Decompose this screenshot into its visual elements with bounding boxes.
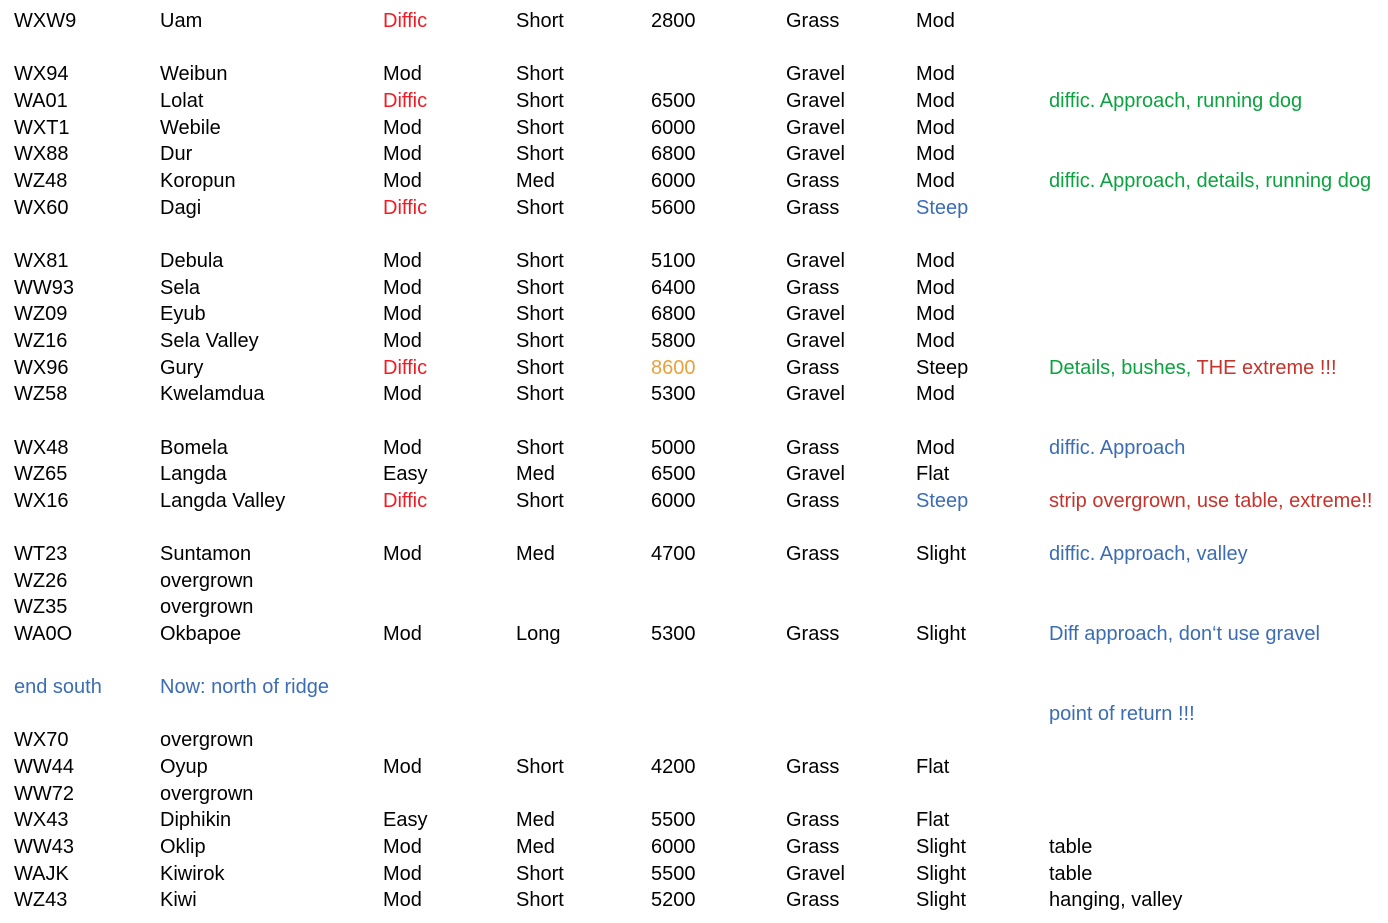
cell-name[interactable]: Eyub xyxy=(160,303,206,325)
cell-difficulty[interactable]: Mod xyxy=(383,143,422,165)
table-row xyxy=(0,301,1388,328)
cell-elevation[interactable]: 5200 xyxy=(651,889,696,911)
cell-difficulty[interactable]: Mod xyxy=(383,277,422,299)
table-row xyxy=(0,8,1388,35)
cell-code[interactable]: WW43 xyxy=(14,836,74,858)
cell-elevation[interactable]: 6000 xyxy=(651,117,696,139)
cell-name[interactable]: Koropun xyxy=(160,170,236,192)
cell-elevation[interactable]: 5500 xyxy=(651,809,696,831)
table-row xyxy=(0,541,1388,568)
cell-length[interactable]: Short xyxy=(516,383,564,405)
cell-name[interactable]: overgrown xyxy=(160,596,254,618)
cell-code[interactable]: WW44 xyxy=(14,756,74,778)
cell-difficulty[interactable]: Diffic xyxy=(383,90,428,112)
cell-elevation[interactable]: 5500 xyxy=(651,863,696,885)
cell-surface[interactable]: Grass xyxy=(786,277,840,299)
table-row xyxy=(0,435,1388,462)
cell-surface[interactable]: Grass xyxy=(786,170,840,192)
table-row xyxy=(0,754,1388,781)
table-row xyxy=(0,275,1388,302)
cell-code[interactable]: WX96 xyxy=(14,357,69,379)
cell-surface[interactable]: Gravel xyxy=(786,463,845,485)
table-row xyxy=(0,461,1388,488)
cell-code[interactable]: WZ26 xyxy=(14,570,68,592)
cell-length[interactable]: Short xyxy=(516,117,564,139)
cell-difficulty[interactable]: Diffic xyxy=(383,197,428,219)
cell-note[interactable] xyxy=(1049,355,1337,381)
cell-length[interactable]: Short xyxy=(516,490,564,512)
cell-elevation[interactable]: 5600 xyxy=(651,197,696,219)
cell-name[interactable]: Oklip xyxy=(160,836,206,858)
cell-code[interactable]: WX81 xyxy=(14,250,69,272)
table-row xyxy=(0,781,1388,808)
cell-length[interactable]: Short xyxy=(516,143,564,165)
cell-difficulty[interactable]: Diffic xyxy=(383,357,428,379)
cell-surface[interactable]: Grass xyxy=(786,197,840,219)
cell-note[interactable]: hanging, valley xyxy=(1049,889,1183,911)
cell-code[interactable]: WZ58 xyxy=(14,383,68,405)
cell-code[interactable]: WZ09 xyxy=(14,303,68,325)
cell-length[interactable]: Short xyxy=(516,277,564,299)
cell-difficulty[interactable]: Diffic xyxy=(383,490,428,512)
cell-slope[interactable]: Mod xyxy=(916,303,955,325)
cell-surface[interactable]: Grass xyxy=(786,623,840,645)
table-row xyxy=(0,61,1388,88)
cell-name[interactable]: Kiwi xyxy=(160,889,197,911)
cell-name[interactable]: Bomela xyxy=(160,437,228,459)
cell-elevation[interactable]: 6000 xyxy=(651,836,696,858)
cell-elevation[interactable]: 2800 xyxy=(651,10,696,32)
cell-name[interactable]: Sela xyxy=(160,277,201,299)
cell-code[interactable]: WZ16 xyxy=(14,330,68,352)
table-row xyxy=(0,381,1388,408)
cell-name[interactable]: Gury xyxy=(160,357,204,379)
table-row xyxy=(0,115,1388,142)
cell-name[interactable]: Suntamon xyxy=(160,543,252,565)
cell-length[interactable]: Long xyxy=(516,623,561,645)
cell-code[interactable]: WX70 xyxy=(14,729,69,751)
cell-elevation[interactable]: 5300 xyxy=(651,383,696,405)
cell-note[interactable]: strip overgrown, use table, extreme!! xyxy=(1049,490,1373,512)
cell-elevation[interactable]: 5000 xyxy=(651,437,696,459)
cell-length[interactable]: Short xyxy=(516,90,564,112)
cell-slope[interactable]: Mod xyxy=(916,383,955,405)
cell-elevation[interactable]: 6800 xyxy=(651,143,696,165)
table-row xyxy=(0,834,1388,861)
cell-length[interactable]: Short xyxy=(516,863,564,885)
note-segment: THE extreme !!! xyxy=(1196,357,1337,379)
cell-note[interactable]: diffic. Approach, running dog xyxy=(1049,90,1303,112)
cell-elevation[interactable]: 6000 xyxy=(651,490,696,512)
cell-elevation[interactable]: 6500 xyxy=(651,90,696,112)
cell-code[interactable]: WAJK xyxy=(14,863,69,885)
cell-code[interactable]: WW93 xyxy=(14,277,74,299)
cell-surface[interactable]: Grass xyxy=(786,836,840,858)
cell-code[interactable]: WX48 xyxy=(14,437,69,459)
cell-elevation[interactable]: 4700 xyxy=(651,543,696,565)
cell-slope[interactable]: Mod xyxy=(916,117,955,139)
cell-elevation[interactable]: 6000 xyxy=(651,170,696,192)
cell-name[interactable]: Uam xyxy=(160,10,203,32)
cell-slope[interactable]: Mod xyxy=(916,250,955,272)
cell-difficulty[interactable]: Easy xyxy=(383,463,428,485)
cell-note[interactable]: Diff approach, don‘t use gravel xyxy=(1049,623,1320,645)
cell-elevation[interactable]: 6400 xyxy=(651,277,696,299)
cell-code[interactable]: WZ65 xyxy=(14,463,68,485)
cell-code[interactable]: WZ43 xyxy=(14,889,68,911)
cell-name[interactable]: Kwelamdua xyxy=(160,383,265,405)
cell-difficulty[interactable]: Mod xyxy=(383,863,422,885)
table-row xyxy=(0,141,1388,168)
cell-surface[interactable]: Gravel xyxy=(786,303,845,325)
cell-surface[interactable]: Grass xyxy=(786,889,840,911)
cell-note[interactable]: table xyxy=(1049,836,1093,858)
cell-elevation[interactable]: 8600 xyxy=(651,357,696,379)
cell-slope[interactable]: Mod xyxy=(916,437,955,459)
cell-name[interactable]: overgrown xyxy=(160,570,254,592)
cell-note[interactable]: table xyxy=(1049,863,1093,885)
cell-difficulty[interactable]: Mod xyxy=(383,330,422,352)
cell-surface[interactable]: Gravel xyxy=(786,863,845,885)
cell-code[interactable]: WX94 xyxy=(14,63,69,85)
cell-elevation[interactable]: 6800 xyxy=(651,303,696,325)
cell-difficulty[interactable]: Mod xyxy=(383,250,422,272)
cell-elevation[interactable]: 4200 xyxy=(651,756,696,778)
cell-surface[interactable]: Grass xyxy=(786,543,840,565)
cell-elevation[interactable]: 5800 xyxy=(651,330,696,352)
cell-name[interactable]: Langda Valley xyxy=(160,490,286,512)
cell-name[interactable]: Dur xyxy=(160,143,193,165)
cell-code[interactable]: WX60 xyxy=(14,197,69,219)
cell-slope[interactable]: Slight xyxy=(916,889,967,911)
cell-name[interactable]: Debula xyxy=(160,250,224,272)
cell-difficulty[interactable]: Mod xyxy=(383,117,422,139)
cell-slope[interactable]: Mod xyxy=(916,143,955,165)
cell-name[interactable]: Dagi xyxy=(160,197,202,219)
cell-surface[interactable]: Gravel xyxy=(786,90,845,112)
cell-name[interactable]: Kiwirok xyxy=(160,863,225,885)
cell-slope[interactable]: Mod xyxy=(916,10,955,32)
cell-difficulty[interactable]: Mod xyxy=(383,836,422,858)
note-segment: Details, bushes, xyxy=(1049,357,1197,379)
cell-slope[interactable]: Slight xyxy=(916,863,967,885)
table-row xyxy=(0,328,1388,355)
cell-length[interactable]: Short xyxy=(516,889,564,911)
cell-name[interactable]: Lolat xyxy=(160,90,204,112)
cell-surface[interactable]: Gravel xyxy=(786,117,845,139)
cell-difficulty[interactable]: Mod xyxy=(383,543,422,565)
cell-elevation[interactable]: 5100 xyxy=(651,250,696,272)
cell-name[interactable]: overgrown xyxy=(160,783,254,805)
cell-difficulty[interactable]: Mod xyxy=(383,383,422,405)
cell-length[interactable]: Med xyxy=(516,809,555,831)
cell-surface[interactable]: Gravel xyxy=(786,330,845,352)
cell-slope[interactable]: Slight xyxy=(916,543,967,565)
table-row xyxy=(0,195,1388,222)
cell-code[interactable]: WT23 xyxy=(14,543,68,565)
cell-code[interactable]: WZ35 xyxy=(14,596,68,618)
cell-name[interactable]: Diphikin xyxy=(160,809,232,831)
cell-slope[interactable]: Mod xyxy=(916,330,955,352)
table-row xyxy=(0,355,1388,382)
cell-surface[interactable]: Grass xyxy=(786,437,840,459)
cell-code[interactable]: WA01 xyxy=(14,90,68,112)
cell-slope[interactable]: Flat xyxy=(916,809,950,831)
cell-slope[interactable]: Slight xyxy=(916,623,967,645)
cell-length[interactable]: Short xyxy=(516,756,564,778)
cell-note[interactable]: diffic. Approach, details, running dog xyxy=(1049,170,1372,192)
table-row xyxy=(0,488,1388,515)
table-row xyxy=(0,88,1388,115)
cell-code[interactable]: WX88 xyxy=(14,143,69,165)
cell-length[interactable]: Short xyxy=(516,330,564,352)
cell-slope[interactable]: Mod xyxy=(916,170,955,192)
table-row xyxy=(0,248,1388,275)
table-row xyxy=(0,621,1388,648)
cell-length[interactable]: Med xyxy=(516,463,555,485)
cell-difficulty[interactable]: Mod xyxy=(383,437,422,459)
cell-slope[interactable]: Steep xyxy=(916,357,969,379)
cell-surface[interactable]: Gravel xyxy=(786,63,845,85)
cell-slope[interactable]: Flat xyxy=(916,756,950,778)
cell-slope[interactable]: Mod xyxy=(916,277,955,299)
table-row xyxy=(0,887,1388,914)
table-row xyxy=(0,568,1388,595)
cell-surface[interactable]: Gravel xyxy=(786,383,845,405)
cell-code[interactable]: WXW9 xyxy=(14,10,77,32)
cell-length[interactable]: Short xyxy=(516,357,564,379)
cell-length[interactable]: Med xyxy=(516,836,555,858)
cell-difficulty[interactable]: Easy xyxy=(383,809,428,831)
cell-code[interactable]: end south xyxy=(14,676,102,698)
cell-length[interactable]: Med xyxy=(516,170,555,192)
cell-elevation[interactable]: 6500 xyxy=(651,463,696,485)
table-row xyxy=(0,861,1388,888)
cell-length[interactable]: Short xyxy=(516,303,564,325)
cell-length[interactable]: Short xyxy=(516,63,564,85)
cell-slope[interactable]: Steep xyxy=(916,197,969,219)
cell-code[interactable]: WZ48 xyxy=(14,170,68,192)
table-row xyxy=(0,594,1388,621)
cell-length[interactable]: Short xyxy=(516,197,564,219)
cell-code[interactable]: WX16 xyxy=(14,490,69,512)
table-row xyxy=(0,727,1388,754)
cell-difficulty[interactable]: Mod xyxy=(383,889,422,911)
cell-note[interactable]: point of return !!! xyxy=(1049,703,1195,725)
cell-slope[interactable]: Mod xyxy=(916,63,955,85)
cell-length[interactable]: Short xyxy=(516,250,564,272)
cell-name[interactable]: Sela Valley xyxy=(160,330,259,352)
cell-surface[interactable]: Grass xyxy=(786,10,840,32)
cell-name[interactable]: Okbapoe xyxy=(160,623,242,645)
cell-surface[interactable]: Grass xyxy=(786,490,840,512)
cell-difficulty[interactable]: Mod xyxy=(383,63,422,85)
cell-code[interactable]: WXT1 xyxy=(14,117,70,139)
cell-code[interactable]: WW72 xyxy=(14,783,74,805)
cell-surface[interactable]: Grass xyxy=(786,756,840,778)
cell-surface[interactable]: Grass xyxy=(786,809,840,831)
cell-surface[interactable]: Gravel xyxy=(786,143,845,165)
cell-difficulty[interactable]: Mod xyxy=(383,623,422,645)
table-row xyxy=(0,168,1388,195)
cell-slope[interactable]: Slight xyxy=(916,836,967,858)
cell-slope[interactable]: Steep xyxy=(916,490,969,512)
cell-length[interactable]: Short xyxy=(516,437,564,459)
cell-surface[interactable]: Gravel xyxy=(786,250,845,272)
cell-name[interactable]: Webile xyxy=(160,117,221,139)
table-row xyxy=(0,674,1388,701)
cell-name[interactable]: overgrown xyxy=(160,729,254,751)
table-row xyxy=(0,701,1388,728)
cell-slope[interactable]: Flat xyxy=(916,463,950,485)
cell-slope[interactable]: Mod xyxy=(916,90,955,112)
cell-difficulty[interactable]: Mod xyxy=(383,170,422,192)
cell-code[interactable]: WX43 xyxy=(14,809,69,831)
cell-length[interactable]: Med xyxy=(516,543,555,565)
cell-difficulty[interactable]: Mod xyxy=(383,756,422,778)
cell-code[interactable]: WA0O xyxy=(14,623,73,645)
cell-difficulty[interactable]: Diffic xyxy=(383,10,428,32)
cell-note[interactable]: diffic. Approach, valley xyxy=(1049,543,1248,565)
cell-name[interactable]: Now: north of ridge xyxy=(160,676,329,698)
cell-name[interactable]: Oyup xyxy=(160,756,208,778)
table-row xyxy=(0,807,1388,834)
cell-elevation[interactable]: 5300 xyxy=(651,623,696,645)
cell-length[interactable]: Short xyxy=(516,10,564,32)
cell-surface[interactable]: Grass xyxy=(786,357,840,379)
cell-name[interactable]: Weibun xyxy=(160,63,228,85)
cell-note[interactable]: diffic. Approach xyxy=(1049,437,1186,459)
cell-difficulty[interactable]: Mod xyxy=(383,303,422,325)
cell-name[interactable]: Langda xyxy=(160,463,227,485)
